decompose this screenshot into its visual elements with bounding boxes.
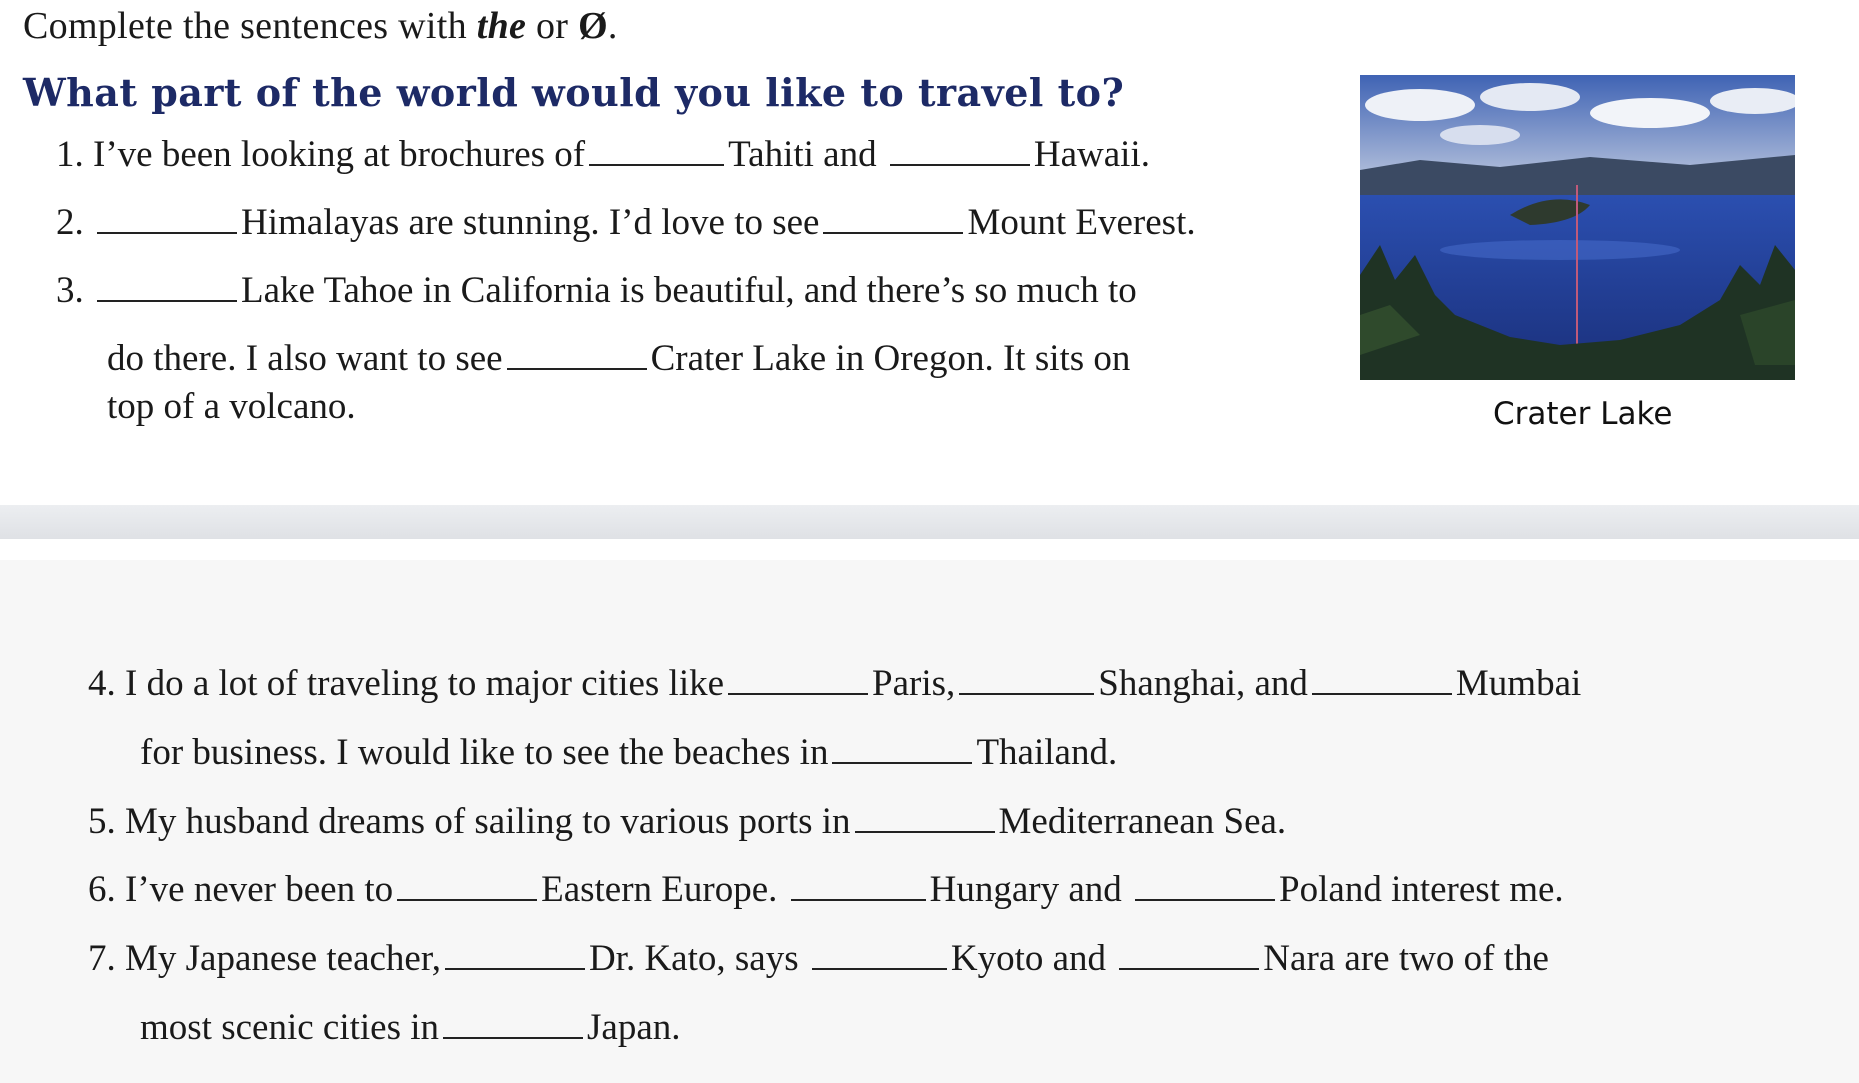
answer-blank[interactable] (791, 869, 926, 901)
crater-lake-image (1360, 75, 1795, 380)
exercise-5-line-1: 5. My husband dreams of sailing to various ports in Mediterranean Sea. (88, 801, 1287, 842)
answer-blank[interactable] (397, 869, 537, 901)
answer-blank[interactable] (728, 663, 868, 695)
exercise-6-line-1: 6. I’ve never been to Eastern Europe. Hungary and Poland interest me. (88, 869, 1564, 910)
answer-blank[interactable] (97, 202, 237, 234)
exercise-4-line-1: 4. I do a lot of traveling to major cities like Paris, Shanghai, and Mumbai (88, 663, 1582, 704)
answer-blank[interactable] (1312, 663, 1452, 695)
article-the: the (476, 5, 527, 47)
exercise-2-line-1: 2. Himalayas are stunning. I’d love to see Mount Everest. (56, 202, 1196, 243)
exercise-3-line-3: top of a volcano. (107, 386, 356, 427)
section-divider (0, 505, 1859, 539)
answer-blank[interactable] (1135, 869, 1275, 901)
answer-blank[interactable] (589, 134, 724, 166)
exercise-3-line-1: 3. Lake Tahoe in California is beautiful, and there’s so much to (56, 270, 1137, 311)
instructions: Complete the sentences with the or Ø. (23, 5, 618, 47)
answer-blank[interactable] (832, 732, 972, 764)
crater-lake-photo (1360, 75, 1795, 380)
exercise-7-line-2: most scenic cities in Japan. (140, 1007, 681, 1048)
exercise-1-line-1: 1. I’ve been looking at brochures of Tahiti and Hawaii. (56, 134, 1150, 175)
answer-blank[interactable] (445, 938, 585, 970)
answer-blank[interactable] (507, 338, 647, 370)
section-heading: What part of the world would you like to travel to? (23, 70, 1125, 115)
answer-blank[interactable] (823, 202, 963, 234)
answer-blank[interactable] (855, 801, 995, 833)
answer-blank[interactable] (97, 270, 237, 302)
answer-blank[interactable] (959, 663, 1094, 695)
exercise-4-line-2: for business. I would like to see the beaches in Thailand. (140, 732, 1118, 773)
exercise-3-line-2: do there. I also want to see Crater Lake in Oregon. It sits on (107, 338, 1131, 379)
answer-blank[interactable] (1119, 938, 1259, 970)
photo-caption: Crater Lake (1493, 396, 1673, 432)
answer-blank[interactable] (443, 1007, 583, 1039)
answer-blank[interactable] (890, 134, 1030, 166)
answer-blank[interactable] (812, 938, 947, 970)
exercise-7-line-1: 7. My Japanese teacher, Dr. Kato, says Kyoto and Nara are two of the (88, 938, 1549, 979)
zero-article-symbol: Ø (578, 5, 608, 47)
